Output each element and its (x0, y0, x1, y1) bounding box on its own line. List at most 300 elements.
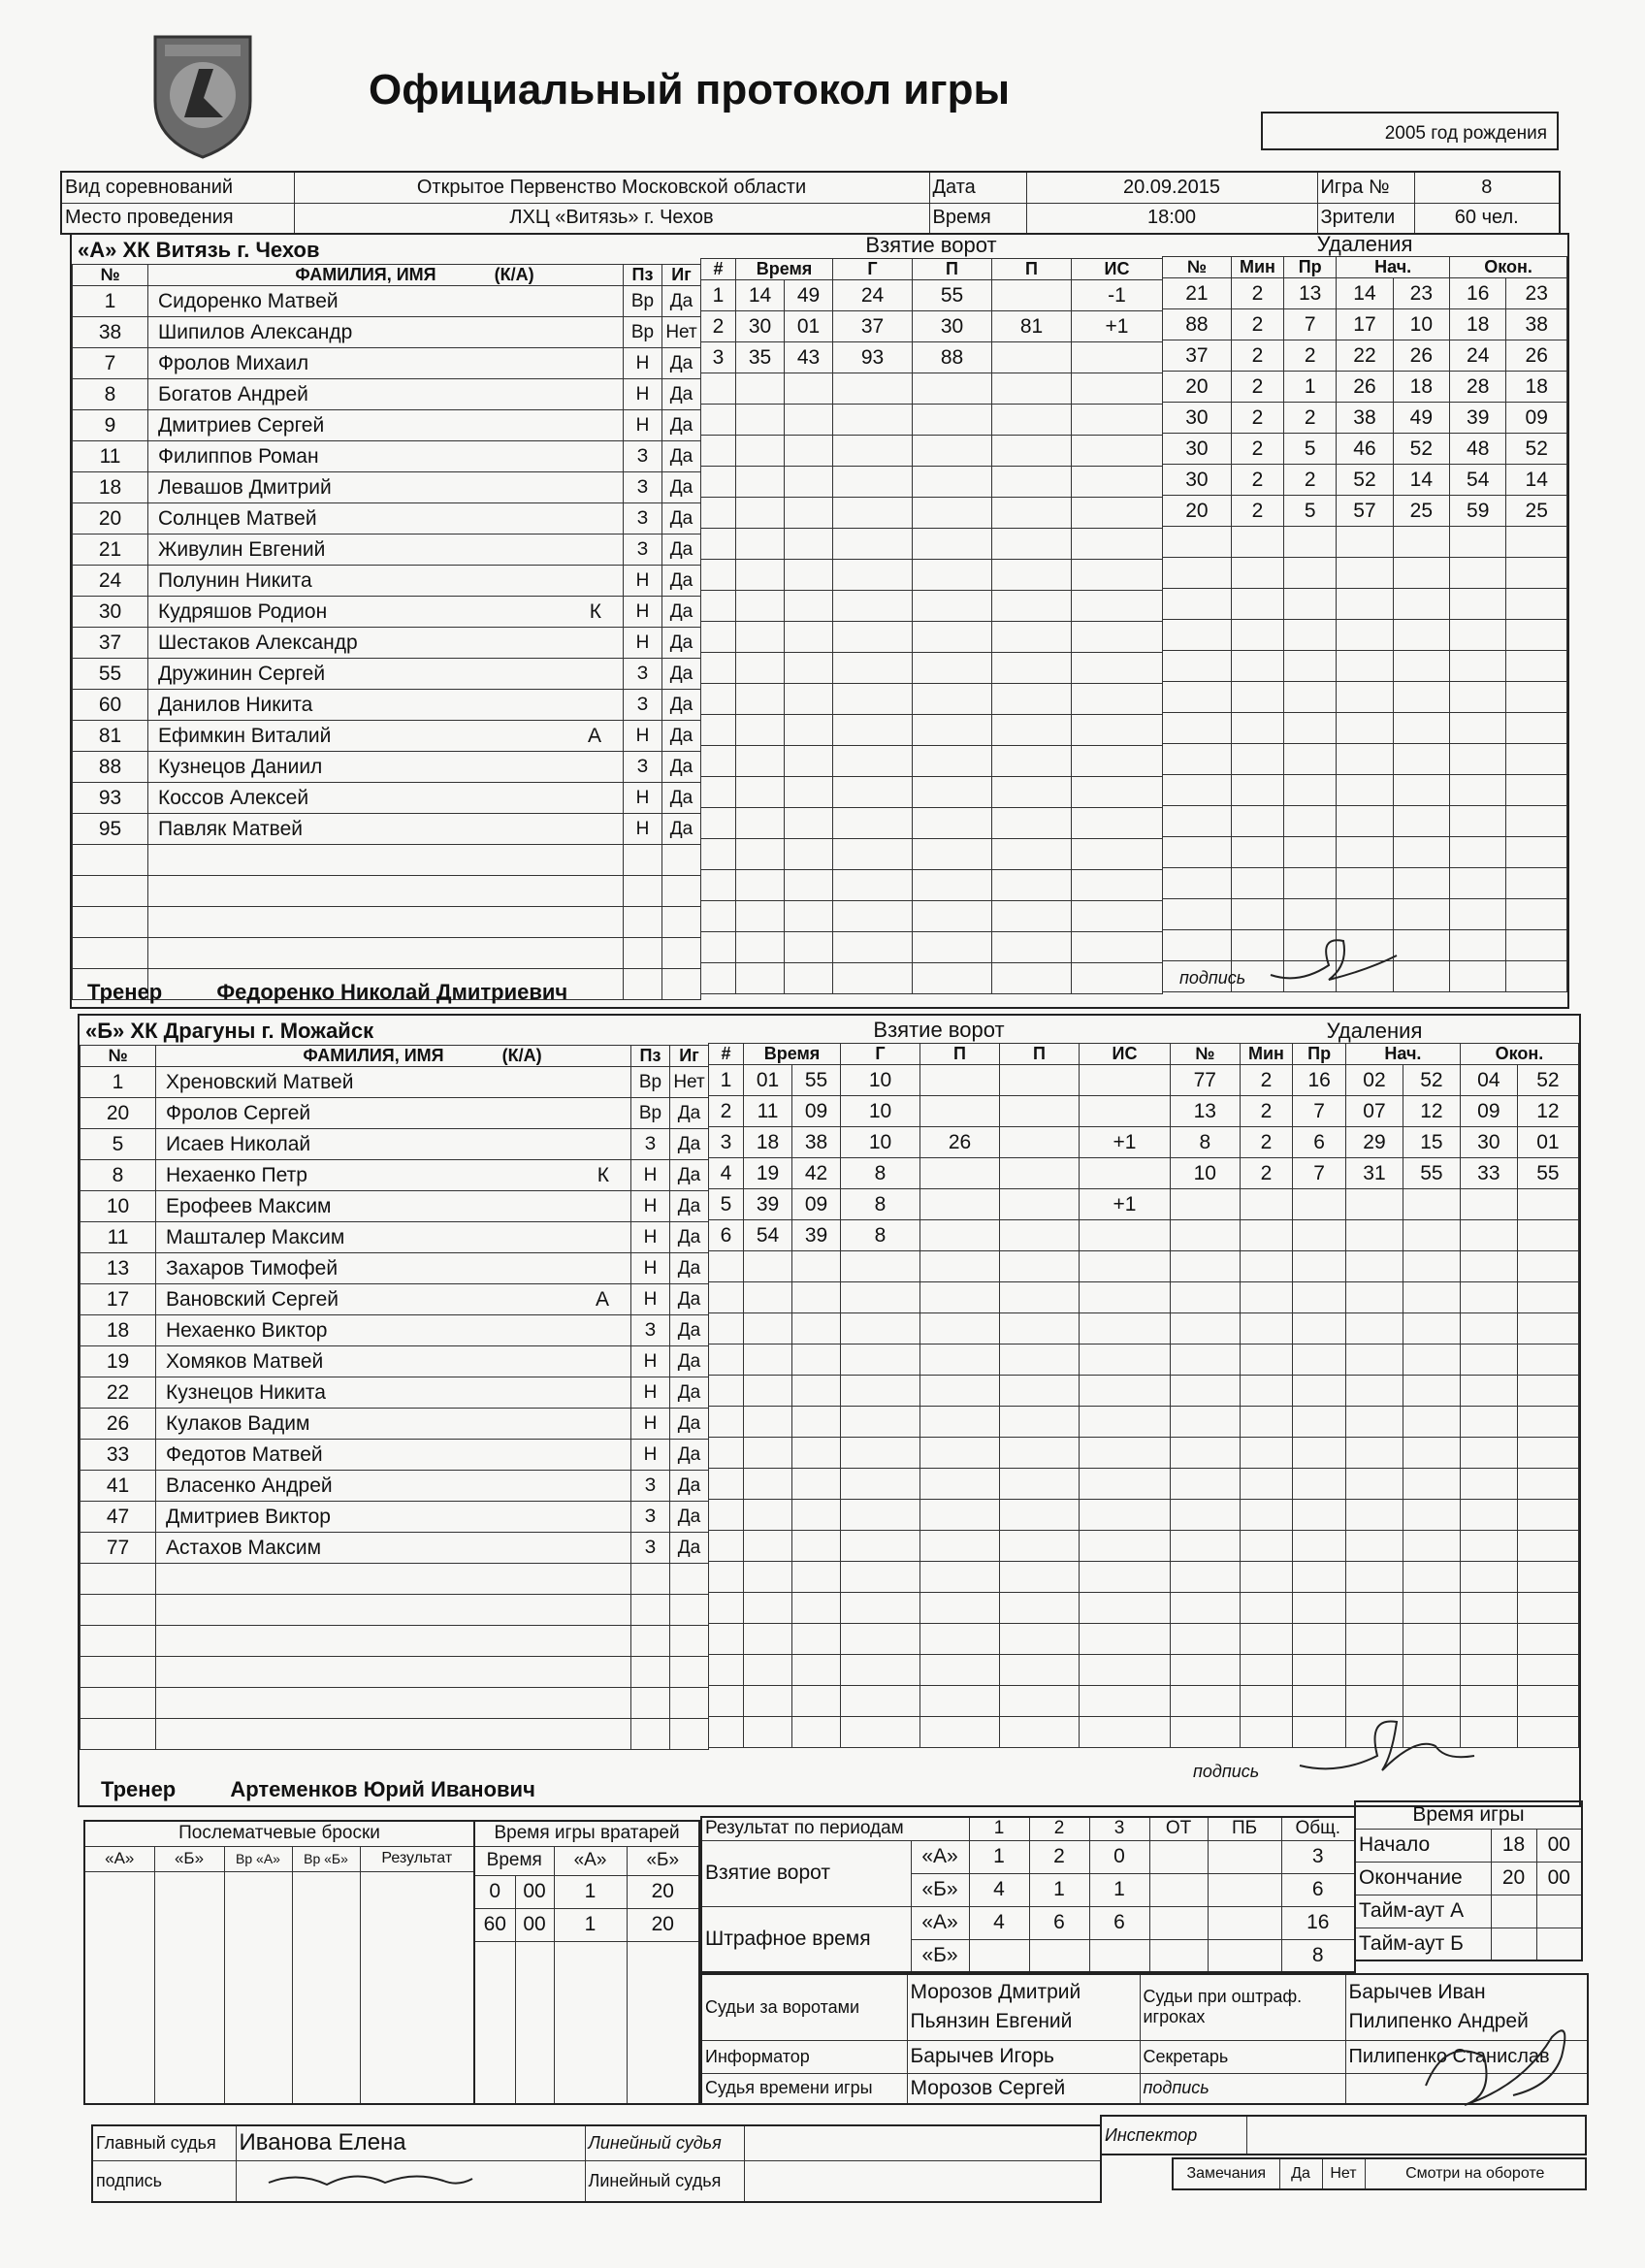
penalty-cell: 13 (1171, 1096, 1241, 1127)
player-name (156, 1346, 631, 1377)
penalty-cell: 26 (1393, 340, 1449, 372)
penalty-cell (1460, 1407, 1517, 1438)
player-name-text: Захаров Тимофей (166, 1256, 339, 1280)
col-goal-num: # (701, 259, 736, 280)
penalty-cell: 2 (1231, 309, 1283, 340)
goal-cell: 81 (992, 311, 1072, 342)
penalty-cell: 77 (1171, 1065, 1241, 1096)
penalty-cell (1337, 682, 1393, 713)
penalty-cell (1460, 1251, 1517, 1282)
penalty-cell (1460, 1313, 1517, 1345)
table-row (81, 1409, 709, 1440)
goal-cell (1072, 870, 1163, 901)
penalties-title: Удаления (1316, 232, 1413, 256)
goal-cell (1000, 1531, 1080, 1562)
pim-cell: 16 (1281, 1906, 1355, 1939)
penalty-cell (1337, 527, 1393, 558)
goal-cell: 43 (785, 342, 833, 373)
goal-cell (709, 1562, 744, 1593)
player-name (156, 1533, 631, 1564)
goal-cell (841, 1655, 920, 1686)
penalty-cell (1163, 775, 1232, 806)
penalty-row (1171, 1562, 1579, 1593)
penalty-cell (1240, 1438, 1293, 1469)
table-row (81, 1253, 709, 1284)
penalty-cell: 16 (1450, 278, 1506, 309)
penalty-cell: 55 (1403, 1158, 1460, 1189)
goal-cell (785, 715, 833, 746)
player-number: 38 (73, 317, 148, 348)
penalty-cell: 30 (1460, 1127, 1517, 1158)
table-row (81, 1595, 709, 1626)
player-played: Да (662, 721, 701, 752)
goal-cell (736, 529, 785, 560)
penalty-cell (1171, 1531, 1241, 1562)
penalty-cell: 2 (1240, 1127, 1293, 1158)
penalty-cell (1284, 868, 1337, 899)
team-b-goals (708, 1014, 1170, 1748)
goal-cell (736, 932, 785, 963)
goal-cell (792, 1313, 841, 1345)
goal-cell (785, 373, 833, 405)
goal-cell: 42 (792, 1158, 841, 1189)
goal-cell (709, 1469, 744, 1500)
chief-signature-label: подпись (92, 2160, 236, 2202)
player-name-text: Павляк Матвей (158, 817, 303, 840)
goal-cell (920, 1562, 1000, 1593)
penalty-cell (1450, 899, 1506, 930)
penalty-row (1163, 465, 1567, 496)
col-num: № (73, 265, 148, 286)
penalty-cell (1240, 1313, 1293, 1345)
player-name-text: Фролов Сергей (166, 1101, 311, 1124)
penalty-row (1171, 1500, 1579, 1531)
goal-cell: 09 (792, 1189, 841, 1220)
penalty-cell (1506, 961, 1567, 992)
player-name (156, 1502, 631, 1533)
player-played: Да (670, 1533, 709, 1564)
player-played: Да (662, 535, 701, 566)
penalty-cell (1517, 1345, 1578, 1376)
table-row (73, 410, 701, 441)
penalty-cell (1284, 620, 1337, 651)
player-name (156, 1377, 631, 1409)
col-pen-min: Мин (1231, 257, 1283, 278)
player-position: З (624, 441, 662, 472)
player-position (631, 1626, 670, 1657)
period-col: ОТ (1149, 1817, 1208, 1840)
goalie-col: «Б» (627, 1846, 699, 1875)
goal-cell (920, 1624, 1000, 1655)
team-a-coach-row (87, 980, 567, 1005)
goal-cell (701, 622, 736, 653)
goal-cell (1072, 560, 1163, 591)
player-name (148, 410, 624, 441)
player-number: 88 (73, 752, 148, 783)
player-name (148, 783, 624, 814)
player-position: Н (624, 721, 662, 752)
penalty-cell (1293, 1189, 1346, 1220)
goal-cell (1000, 1438, 1080, 1469)
goal-cell (833, 746, 913, 777)
goal-cell (992, 932, 1072, 963)
periods-section (700, 1816, 1356, 1973)
goal-cell (792, 1282, 841, 1313)
penalty-cell (1346, 1376, 1403, 1407)
goal-cell (744, 1313, 792, 1345)
col-ka-label: (К/А) (494, 265, 534, 284)
goal-cell (785, 560, 833, 591)
goal-cell (792, 1593, 841, 1624)
penalty-cell (1337, 620, 1393, 651)
goal-cell (736, 870, 785, 901)
penalty-row (1163, 558, 1567, 589)
goal-cell (1000, 1686, 1080, 1717)
goal-cell (992, 715, 1072, 746)
player-position: Н (631, 1346, 670, 1377)
player-name-text: Власенко Андрей (166, 1474, 333, 1497)
penalty-cell (1460, 1593, 1517, 1624)
penalty-cell (1293, 1562, 1346, 1593)
goal-cell (792, 1345, 841, 1376)
penalty-cell (1393, 558, 1449, 589)
col-pos: Пз (624, 265, 662, 286)
table-row (73, 690, 701, 721)
penalty-cell (1346, 1345, 1403, 1376)
table-row (73, 317, 701, 348)
team-b-coach-row (101, 1777, 535, 1802)
penalty-cell: 88 (1163, 309, 1232, 340)
player-played: Да (670, 1409, 709, 1440)
goal-cell (841, 1251, 920, 1282)
player-number: 9 (73, 410, 148, 441)
player-number: 47 (81, 1502, 156, 1533)
penalty-row (1163, 496, 1567, 527)
player-played: Да (670, 1222, 709, 1253)
goal-row (709, 1065, 1171, 1096)
goal-cell (913, 808, 992, 839)
penalty-cell (1346, 1313, 1403, 1345)
col-goal-assist2: П (1000, 1044, 1080, 1065)
penalty-cell (1231, 868, 1283, 899)
table-row (73, 659, 701, 690)
player-position: Н (624, 379, 662, 410)
goal-row (701, 963, 1163, 994)
penalty-cell (1240, 1562, 1293, 1593)
penalty-cell (1284, 744, 1337, 775)
penalty-judges-label: Судьи при оштраф. игроках (1140, 1974, 1345, 2040)
table-row (81, 1440, 709, 1471)
player-number: 18 (81, 1315, 156, 1346)
penalty-cell (1460, 1376, 1517, 1407)
goal-cell (1072, 684, 1163, 715)
penalty-row (1163, 527, 1567, 558)
penalty-cell (1517, 1686, 1578, 1717)
player-number: 1 (81, 1067, 156, 1098)
player-number: 1 (73, 286, 148, 317)
chief-label: Главный судья (92, 2125, 236, 2160)
score-cell: 2 (1029, 1840, 1089, 1873)
goal-cell (1072, 373, 1163, 405)
player-number: 13 (81, 1253, 156, 1284)
penalty-row (1171, 1469, 1579, 1500)
player-position: Н (631, 1440, 670, 1471)
player-position: Вр (631, 1067, 670, 1098)
goal-cell (1080, 1686, 1171, 1717)
goal-row (701, 280, 1163, 311)
penalty-cell: 37 (1163, 340, 1232, 372)
player-played (662, 938, 701, 969)
goal-cell (736, 405, 785, 436)
player-position: З (624, 472, 662, 503)
score-cell: 1 (1089, 1873, 1149, 1906)
goal-row (709, 1220, 1171, 1251)
team-a-label: «А» (911, 1906, 969, 1939)
penalty-cell (1450, 775, 1506, 806)
penalty-row (1171, 1096, 1579, 1127)
table-row (81, 1657, 709, 1688)
player-name-text: Федотов Матвей (166, 1442, 323, 1466)
goal-cell (709, 1251, 744, 1282)
penalty-cell (1240, 1345, 1293, 1376)
penalty-cell (1393, 775, 1449, 806)
player-role: К (589, 599, 601, 623)
goal-cell (1000, 1655, 1080, 1686)
player-number: 5 (81, 1129, 156, 1160)
goalie-cell: 1 (554, 1875, 627, 1908)
table-row (81, 1191, 709, 1222)
penalty-cell (1240, 1469, 1293, 1500)
penalty-cell (1403, 1376, 1460, 1407)
goal-cell (1072, 963, 1163, 994)
penalty-cell: 04 (1460, 1065, 1517, 1096)
goal-cell (1072, 405, 1163, 436)
goal-cell (913, 715, 992, 746)
penalty-cell (1450, 589, 1506, 620)
player-position: Н (631, 1191, 670, 1222)
goal-row (709, 1189, 1171, 1220)
penalty-cell: 39 (1450, 403, 1506, 434)
penalty-cell (1506, 620, 1567, 651)
player-position: З (631, 1533, 670, 1564)
player-played: Да (670, 1377, 709, 1409)
penalty-cell (1506, 775, 1567, 806)
player-name (156, 1595, 631, 1626)
player-name (148, 597, 624, 628)
penalty-cell (1293, 1282, 1346, 1313)
goal-cell (920, 1189, 1000, 1220)
team-a-coach: Федоренко Николай Дмитриевич (216, 980, 568, 1004)
player-name (148, 441, 624, 472)
goal-cell (736, 373, 785, 405)
goal-cell: 26 (920, 1127, 1000, 1158)
inspector-label: Инспектор (1101, 2116, 1246, 2155)
goal-row (701, 870, 1163, 901)
col-goal-situation: ИС (1072, 259, 1163, 280)
player-name (156, 1409, 631, 1440)
goal-cell (792, 1686, 841, 1717)
goal-cell (736, 746, 785, 777)
goal-cell (1000, 1469, 1080, 1500)
player-name-text: Астахов Максим (166, 1536, 322, 1559)
score-cell: 6 (1281, 1873, 1355, 1906)
penalty-cell (1460, 1189, 1517, 1220)
goal-row (701, 467, 1163, 498)
player-position: З (624, 535, 662, 566)
goal-cell (701, 777, 736, 808)
penalty-cell: 25 (1393, 496, 1449, 527)
penalty-cell: 21 (1163, 278, 1232, 309)
league-logo (145, 25, 260, 161)
player-number: 24 (73, 566, 148, 597)
penalties-title: Удаления (1326, 1019, 1423, 1043)
pim-cell: 6 (1029, 1906, 1089, 1939)
player-name-text: Коссов Алексей (158, 786, 309, 809)
goal-cell (992, 405, 1072, 436)
penalty-cell (1284, 775, 1337, 806)
player-number: 55 (73, 659, 148, 690)
goal-cell (841, 1593, 920, 1624)
goal-cell (920, 1158, 1000, 1189)
score-cell: 1 (1029, 1873, 1089, 1906)
goal-cell (992, 529, 1072, 560)
goal-cell: 2 (709, 1096, 744, 1127)
player-position: З (631, 1129, 670, 1160)
goals-title: Взятие ворот (865, 233, 997, 257)
penalty-cell (1506, 558, 1567, 589)
penalty-cell (1240, 1189, 1293, 1220)
penalty-cell (1393, 620, 1449, 651)
player-played: Нет (662, 317, 701, 348)
goal-cell (1000, 1065, 1080, 1096)
goal-row (701, 529, 1163, 560)
player-played: Да (662, 814, 701, 845)
goal-cell: 30 (736, 311, 785, 342)
goal-cell: 09 (792, 1096, 841, 1127)
player-number: 20 (73, 503, 148, 535)
penalty-cell (1403, 1562, 1460, 1593)
penalty-cell (1517, 1469, 1578, 1500)
player-role: А (595, 1287, 609, 1311)
shootout-col: Вр «Б» (292, 1846, 360, 1871)
penalty-cell: 5 (1284, 434, 1337, 465)
penalty-cell (1517, 1655, 1578, 1686)
penalty-cell (1517, 1438, 1578, 1469)
player-played: Да (662, 783, 701, 814)
player-played: Да (670, 1315, 709, 1346)
goal-cell (1000, 1220, 1080, 1251)
penalty-cell: 09 (1460, 1096, 1517, 1127)
goal-cell (833, 653, 913, 684)
player-name (156, 1719, 631, 1750)
player-played: Да (662, 286, 701, 317)
score-cell: 4 (969, 1873, 1029, 1906)
penalty-row (1163, 806, 1567, 837)
col-ig: Иг (670, 1046, 709, 1067)
goal-cell (1072, 529, 1163, 560)
goal-cell (1080, 1438, 1171, 1469)
goal-cell (701, 684, 736, 715)
goal-cell (833, 932, 913, 963)
goal-cell (913, 373, 992, 405)
goal-row (701, 405, 1163, 436)
goal-cell (736, 560, 785, 591)
goal-cell (913, 467, 992, 498)
penalty-cell: 31 (1346, 1158, 1403, 1189)
penalty-row (1163, 775, 1567, 806)
goal-cell (701, 591, 736, 622)
penalty-cell: 52 (1403, 1065, 1460, 1096)
table-row (73, 752, 701, 783)
penalty-cell (1393, 837, 1449, 868)
goal-row (701, 311, 1163, 342)
penalty-cell: 2 (1231, 403, 1283, 434)
pim-cell (1208, 1906, 1281, 1939)
penalty-cell (1163, 744, 1232, 775)
penalty-cell (1517, 1593, 1578, 1624)
penalty-cell (1284, 651, 1337, 682)
penalty-cell (1284, 713, 1337, 744)
goal-cell (1080, 1500, 1171, 1531)
col-pen-num: № (1163, 257, 1232, 278)
player-position (624, 969, 662, 1000)
goal-cell (736, 684, 785, 715)
goal-cell (833, 498, 913, 529)
player-position: Н (631, 1409, 670, 1440)
penalty-cell (1403, 1655, 1460, 1686)
penalty-row (1171, 1624, 1579, 1655)
goal-cell (913, 560, 992, 591)
penalty-cell: 8 (1171, 1127, 1241, 1158)
penalty-cell (1346, 1469, 1403, 1500)
goal-cell (920, 1531, 1000, 1562)
player-name-text: Богатов Андрей (158, 382, 308, 405)
goal-cell (736, 715, 785, 746)
table-row (73, 566, 701, 597)
goal-cell: +1 (1080, 1127, 1171, 1158)
chief-referee: Иванова Елена (236, 2125, 585, 2160)
kind-label: Вид соревнований (61, 172, 294, 203)
player-played: Да (670, 1440, 709, 1471)
goal-cell (1072, 746, 1163, 777)
goal-cell (913, 839, 992, 870)
player-name (148, 286, 624, 317)
goal-cell (744, 1562, 792, 1593)
goal-cell (913, 963, 992, 994)
goal-cell (833, 684, 913, 715)
penalty-cell (1506, 806, 1567, 837)
table-row (73, 721, 701, 752)
goal-cell (701, 529, 736, 560)
goal-row (709, 1376, 1171, 1407)
penalty-cell (1284, 837, 1337, 868)
goal-cell (841, 1500, 920, 1531)
player-position (631, 1595, 670, 1626)
penalty-cell (1517, 1531, 1578, 1562)
penalty-cell (1403, 1282, 1460, 1313)
penalty-cell (1460, 1562, 1517, 1593)
player-name (156, 1315, 631, 1346)
goal-judges-label: Судьи за воротами (701, 1974, 907, 2040)
goal-cell: 37 (833, 311, 913, 342)
penalty-cell (1171, 1438, 1241, 1469)
penalty-cell (1231, 899, 1283, 930)
linesman-label: Линейный судья (585, 2125, 744, 2160)
player-played (662, 969, 701, 1000)
goal-cell (1072, 715, 1163, 746)
linesman-label: Линейный судья (585, 2160, 744, 2202)
periods-title: Результат по периодам (701, 1817, 969, 1840)
